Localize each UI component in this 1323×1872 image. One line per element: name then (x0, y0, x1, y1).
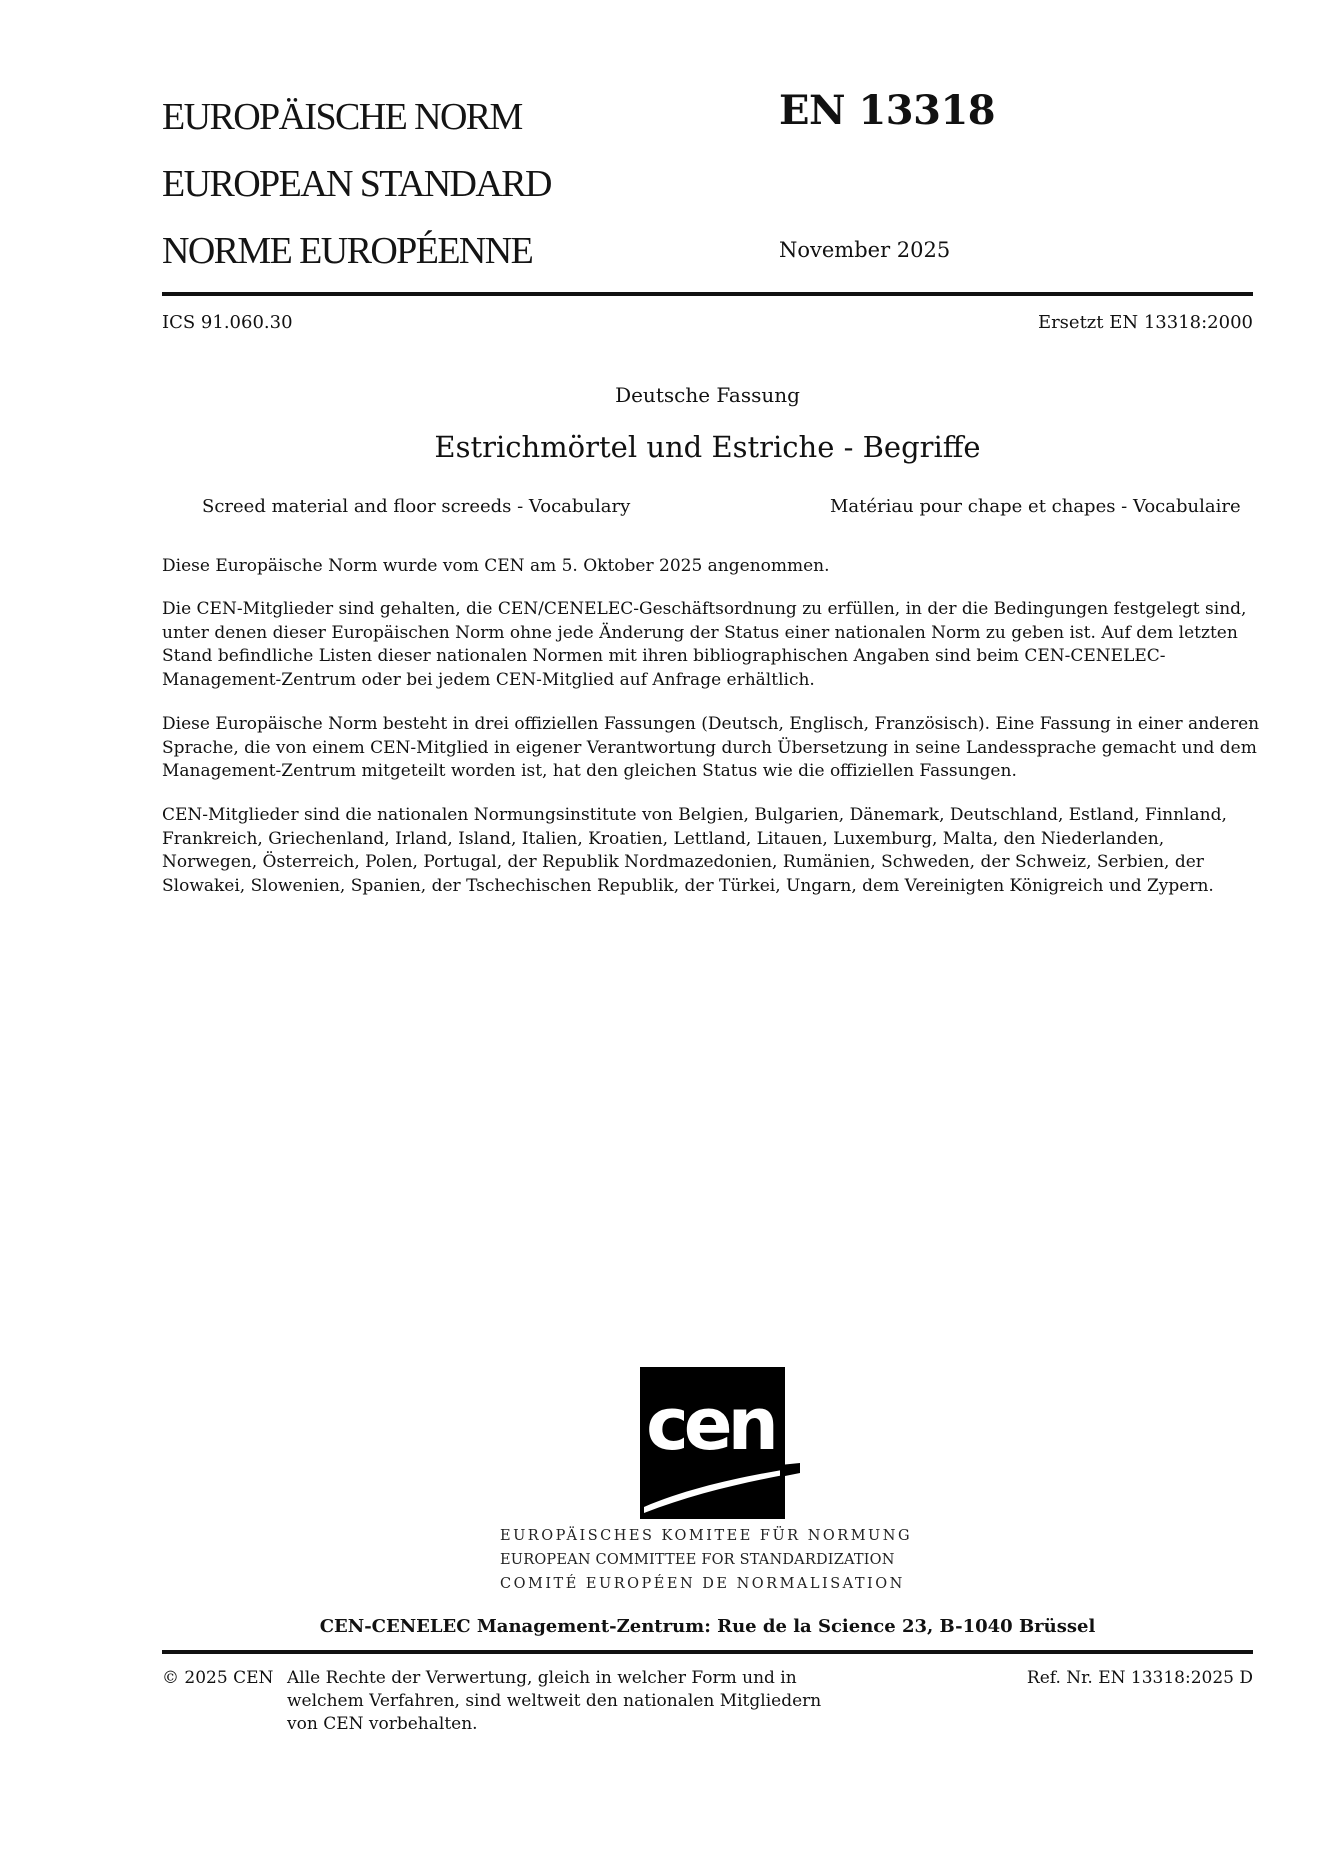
cen-logo (640, 1367, 800, 1519)
french-title: Matériau pour chape et chapes - Vocabulaire (830, 496, 1241, 517)
paragraph-members: CEN-Mitglieder sind die nationalen Normungsinstitute von Belgien, Bulgarien, Dänemark, Deutschland, Estland, Finnland, Frankreich, Griechenland, Irland, Island, Italien, Kroatien, Lettland, Litauen, Luxemburg, Malta, den Niederlanden, Norwegen, Österreich, Polen, Portugal, der Republik Nordmazedonien, Rumänien, Schweden, der Schweiz, Serbien, der Slowakei, Slowenien, Spanien, der Tschechischen Republik, der Türkei, Ungarn, dem Vereinigten Königreich und Zypern. (162, 805, 1227, 896)
header-rule (162, 292, 1253, 296)
cen-logo-text: cen (646, 1382, 774, 1466)
version-label: Deutsche Fassung (615, 383, 800, 407)
rights-statement: Alle Rechte der Verwertung, gleich in welcher Form und in welchem Verfahren, sind weltweit den nationalen Mitgliedern von CEN vorbehalten. (287, 1668, 822, 1734)
standard-number: EN 13318 (779, 87, 996, 134)
copyright-notice: © 2025 CEN (162, 1668, 274, 1688)
committee-name-en: EUROPEAN COMMITTEE FOR STANDARDIZATION (500, 1552, 895, 1568)
title-de: EUROPÄISCHE NORM (162, 96, 522, 138)
paragraph-versions: Diese Europäische Norm besteht in drei offiziellen Fassungen (Deutsch, Englisch, Französisch). Eine Fassung in einer anderen Sprache, die von einem CEN-Mitglied in eigener Verantwortung durch Übersetzung in seine Landessprache gemacht und dem Management-Zentrum mitgeteilt worden ist, hat den gleichen Status wie die offiziellen Fassungen. (162, 714, 1260, 781)
paragraph-obligations: Die CEN-Mitglieder sind gehalten, die CEN/CENELEC-Geschäftsordnung zu erfüllen, in der die Bedingungen festgelegt sind, unter denen dieser Europäischen Norm ohne jede Änderung der Status einer nationalen Norm zu geben ist. Auf dem letzten Stand befindliche Listen dieser nationalen Normen mit ihren bibliographischen Angaben sind beim CEN-CENELEC-Management-Zentrum oder bei jedem CEN-Mitglied auf Anfrage erhältlich. (162, 599, 1247, 690)
reference-number: Ref. Nr. EN 13318:2025 D (1026, 1668, 1253, 1688)
committee-name-fr: COMITÉ EUROPÉEN DE NORMALISATION (500, 1576, 905, 1592)
title-fr: NORME EUROPÉENNE (162, 230, 533, 272)
footer-rule (162, 1650, 1253, 1654)
publication-date: November 2025 (779, 238, 951, 262)
ics-code: ICS 91.060.30 (162, 312, 293, 333)
committee-name-de: EUROPÄISCHES KOMITEE FÜR NORMUNG (500, 1528, 913, 1544)
paragraph-adoption: Diese Europäische Norm wurde vom CEN am 5. Oktober 2025 angenommen. (162, 556, 830, 576)
cen-logo-mark (640, 1367, 800, 1519)
english-title: Screed material and floor screeds - Vocabulary (202, 496, 631, 517)
title-en: EUROPEAN STANDARD (162, 163, 551, 205)
management-centre-address: CEN-CENELEC Management-Zentrum: Rue de la Science 23, B-1040 Brüssel (319, 1616, 1096, 1637)
supersedes-note: Ersetzt EN 13318:2000 (1037, 312, 1253, 333)
main-title: Estrichmörtel und Estriche - Begriffe (434, 430, 981, 464)
